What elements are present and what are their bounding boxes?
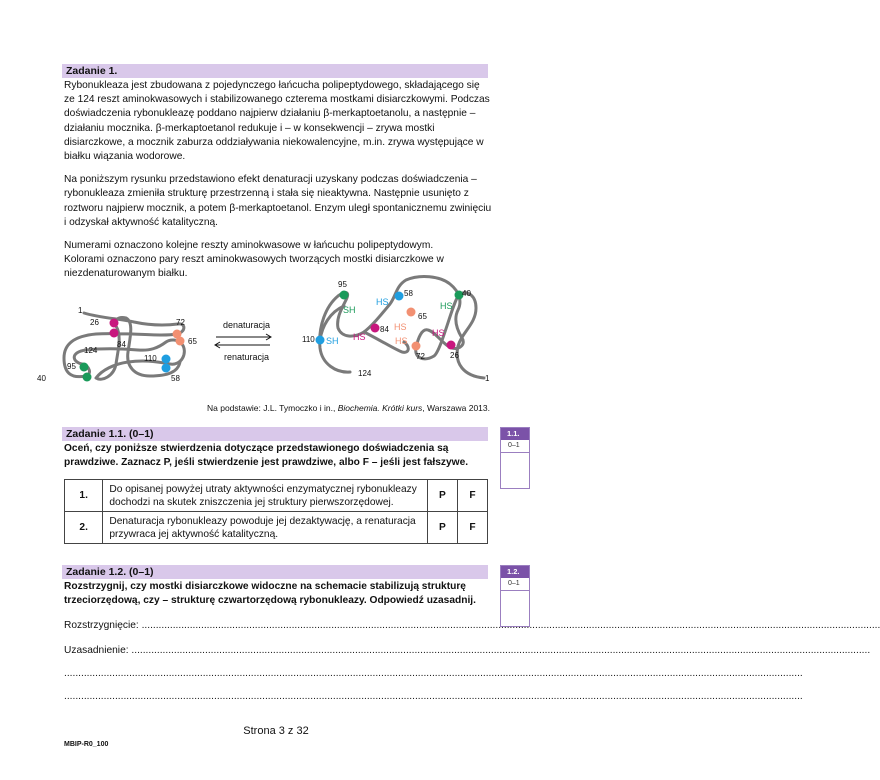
task-1-1-header [62,427,488,441]
statement-text: Do opisanej powyżej utraty aktywności enzymatycznej rybonukleazy dochodzi na skutek zniszczenia jej struktury pierwszorzędowej. [103,480,428,512]
label-65: 65 [188,337,197,346]
true-option[interactable]: P [427,480,457,512]
dlabel-124: 124 [358,369,372,378]
label-84: 84 [117,340,126,349]
renaturation-label: renaturacja [224,352,270,362]
residue-84-dot-denatured [371,324,380,333]
residue-26-dot [110,319,119,328]
dlabel-40: 40 [462,289,471,298]
task-1-para2: Na poniższym rysunku przedstawiono efekt denaturacji uzyskany podczas doświadczenia – rybonukleaza zmieniła strukturę przestrzenną i stała się nieaktywna. Następnie usunięto z roztworu najpierw mocznik, a potem β-merkaptoetanol. Enzym uległ spontanicznemu zwinięciu i odzyskał aktywność katalityczną. [64,174,492,228]
label-26: 26 [90,318,99,327]
label-72: 72 [176,318,185,327]
dlabel-1: 1 [485,374,490,383]
resolution-dots: ..................................................................................................................................................................................................................................................................... [141,620,880,631]
dlabel-95: 95 [338,280,347,289]
justification-line-3[interactable] [64,691,803,702]
true-option[interactable]: P [427,512,457,544]
task-1-1-instruction: Oceń, czy poniższe stwierdzenia dotyczące przedstawionego doświadczenia są prawdziwe. Zaznacz P, jeśli stwierdzenie jest prawdziwe, albo F – jeśli jest fałszywe. [64,443,469,469]
justification-line-1[interactable] [64,645,871,656]
residue-110-dot-denatured [316,336,325,345]
residue-72-dot-denatured [412,342,421,351]
residue-95-dot [80,363,89,372]
resolution-line[interactable] [64,620,880,631]
residue-84-dot [110,329,119,338]
resolution-label: Rozstrzygnięcie: [64,620,142,631]
score-box-1-1-id: 1.1. [501,428,529,440]
score-box-1-2 [500,565,530,627]
justification-dots: ..................................................................................................................................................................................................................................................................... [64,668,803,679]
task-1-2-header [62,565,488,579]
dlabel-26: 26 [450,351,459,360]
hs-65: HS [394,322,407,332]
statement-number: 1. [65,480,103,512]
residue-40-dot [83,373,92,382]
residue-58-dot-denatured [395,292,404,301]
dlabel-58: 58 [404,289,413,298]
residue-95-dot-denatured [340,291,349,300]
justification-line-2[interactable] [64,668,803,679]
hs-26: HS [432,328,445,338]
source-citation [207,403,490,413]
label-110: 110 [144,354,157,363]
sh-110: SH [326,336,339,346]
residue-65-dot-denatured [407,308,416,317]
false-option[interactable]: F [457,480,487,512]
statement-number: 2. [65,512,103,544]
denaturation-label: denaturacja [223,320,271,330]
justification-dots: ..................................................................................................................................................................................................................................................................... [64,691,803,702]
source-prefix: Na podstawie: J.L. Tymoczko i in., [207,403,338,413]
ribonuclease-diagram [30,276,500,394]
justification-label: Uzasadnienie: [64,645,132,656]
task-1-2-title: Zadanie 1.2. (0–1) [66,566,154,578]
hs-40: HS [440,301,453,311]
dlabel-72: 72 [416,352,425,361]
dlabel-84: 84 [380,325,389,334]
hs-58: HS [376,297,389,307]
label-95: 95 [67,362,76,371]
task-1-header [62,64,488,78]
source-suffix: , Warszawa 2013. [422,403,490,413]
residue-110-dot [162,355,171,364]
task-1-text [64,79,492,282]
page-number: Strona 3 z 32 [243,725,309,737]
label-124: 124 [84,346,98,355]
score-box-1-1-points: 0–1 [501,440,529,453]
statement-row-2 [65,512,488,544]
task-1-title: Zadanie 1. [66,65,118,77]
justification-dots: ..................................................................................................................................................................................................................................................................... [131,645,871,656]
dlabel-110: 110 [302,335,315,344]
label-40: 40 [37,374,46,383]
source-title: Biochemia. Krótki kurs [337,403,423,413]
score-box-1-2-points: 0–1 [501,578,529,591]
residue-26-dot-denatured [447,341,456,350]
score-box-1-1 [500,427,530,489]
dlabel-65: 65 [418,312,427,321]
label-1: 1 [78,306,83,315]
statement-text: Denaturacja rybonukleazy powoduje jej dezaktywację, a renaturacja przywraca jej aktywność katalityczną. [103,512,428,544]
residue-58-dot [162,364,171,373]
true-false-table [64,479,488,544]
residue-65-dot [176,337,185,346]
score-box-1-2-id: 1.2. [501,566,529,578]
task-1-2-instruction: Rozstrzygnij, czy mostki disiarczkowe widoczne na schemacie stabilizują strukturę trzeciorzędową, czy – strukturę czwartorzędową rybonukleazy. Odpowiedź uzasadnij. [64,581,476,607]
task-1-1-title: Zadanie 1.1. (0–1) [66,428,154,440]
exam-code: MBIP-R0_100 [64,741,109,748]
label-58: 58 [171,374,180,383]
task-1-intro: Rybonukleaza jest zbudowana z pojedynczego łańcucha polipeptydowego, składającego się ze 124 reszt aminokwasowych i stabilizowanego czterema mostkami disiarczkowymi. Podczas doświadczenia rybonukleazę poddano najpierw działaniu β-merkaptoetanolu, a następnie – działaniu mocznika. β-merkaptoetanol redukuje i – w konsekwencji – zrywa mostki disiarczkowe, a mocznik zaburza oddziaływania niekowalencyjne, m.in. zrywa występujące w białku wiązania wodorowe. [64,80,490,163]
statement-row-1 [65,480,488,512]
false-option[interactable]: F [457,512,487,544]
hs-72: HS [395,336,408,346]
sh-95: SH [343,305,356,315]
equilibrium-arrows [215,320,271,362]
hs-84: HS [353,332,366,342]
task-1-para3: Numerami oznaczono kolejne reszty aminokwasowe w łańcuchu polipeptydowym. Kolorami oznaczono pary reszt aminokwasowych tworzących mostki disiarczkowe w niezdenaturowanym białku. [64,240,444,280]
